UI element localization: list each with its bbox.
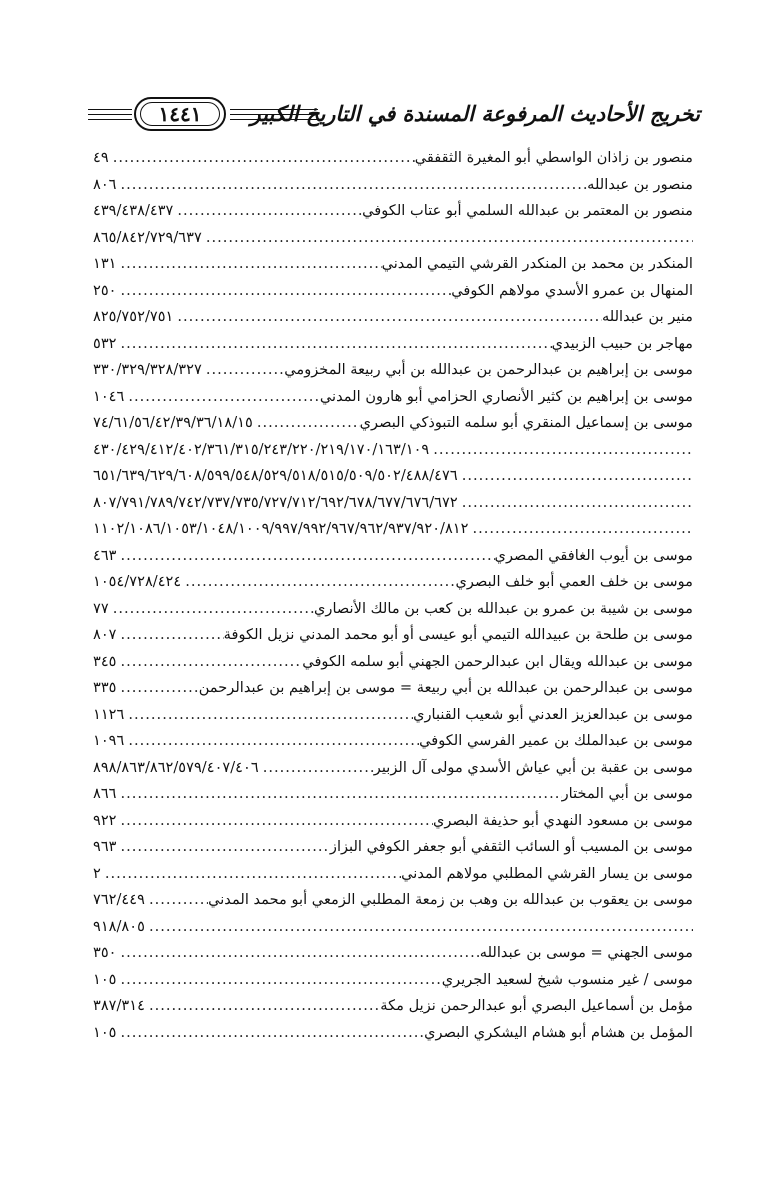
leader-dots bbox=[149, 993, 380, 1020]
index-entry bbox=[93, 278, 693, 305]
index-entry bbox=[93, 649, 693, 676]
leader-dots bbox=[105, 861, 401, 888]
entry-refs: ٨٦٦ bbox=[93, 785, 117, 802]
leader-dots bbox=[121, 543, 495, 570]
leader-dots bbox=[121, 675, 199, 702]
entry-refs: ٨٠٧/٧٩١/٧٨٩/٧٤٢/٧٣٧/٧٣٥/٧٢٧/٧١٢/٦٩٢/٦٧٨/٦٧٧/٦٧٦/٦٧٢ bbox=[93, 493, 458, 511]
header-rule bbox=[230, 114, 318, 115]
leader-dots bbox=[121, 278, 452, 305]
index-entry bbox=[93, 198, 693, 225]
entry-name: موسى / غير منسوب شيخ لسعيد الجريري bbox=[441, 970, 693, 988]
entry-refs: ٣٣٠/٣٢٩/٣٢٨/٣٢٧ bbox=[93, 361, 202, 378]
entry-refs: ١٠٥ bbox=[93, 970, 117, 988]
entry-name: موسى بن عبدالملك بن عمير الفرسي الكوفي bbox=[419, 732, 693, 749]
leader-dots bbox=[121, 251, 382, 278]
entry-refs: ١٠٩٦ bbox=[93, 732, 125, 749]
entry-refs: ٨٢٥/٧٥٢/٧٥١ bbox=[93, 308, 174, 325]
entry-refs: ١١٠٢/١٠٨٦/١٠٥٣/١٠٤٨/١٠٠٩/٩٩٧/٩٩٢/٩٦٧/٩٦٢/٩٣٧/٩٢٠/٨١٢ bbox=[93, 520, 469, 537]
index-entry bbox=[93, 728, 693, 755]
entry-refs: ١٠٥٤/٧٢٨/٤٢٤ bbox=[93, 573, 182, 590]
entry-name: موسى بن عقبة بن أبي عياش الأسدي مولى آل الزبير bbox=[373, 758, 693, 776]
leader-dots bbox=[121, 172, 588, 199]
entry-refs: ٢٥٠ bbox=[93, 281, 117, 299]
leader-dots bbox=[263, 755, 374, 782]
entry-name: موسى بن إبراهيم بن عبدالرحمن بن عبدالله بن أبي ربيعة المخزومي bbox=[284, 361, 693, 378]
leader-dots bbox=[121, 1020, 425, 1047]
entry-name: المنكدر بن محمد بن المنكدر القرشي التيمي المدني bbox=[381, 255, 693, 272]
index-entry bbox=[93, 622, 693, 649]
index-entry bbox=[93, 543, 693, 570]
running-header bbox=[88, 95, 700, 141]
entry-refs: ٧٧ bbox=[93, 599, 109, 617]
leader-dots bbox=[121, 781, 562, 808]
leader-dots bbox=[257, 410, 360, 437]
leader-dots bbox=[128, 702, 413, 729]
entry-refs: ٣٣٥ bbox=[93, 679, 117, 696]
leader-dots bbox=[462, 490, 693, 517]
leader-dots bbox=[206, 225, 693, 252]
entry-name: موسى بن يسار القرشي المطلبي مولاهم المدني bbox=[401, 864, 693, 882]
page-number: ١٤٤١ bbox=[158, 102, 202, 126]
index-entry bbox=[93, 596, 693, 623]
leader-dots bbox=[121, 940, 480, 967]
leader-dots bbox=[121, 808, 433, 835]
entry-refs: ٣٤٥ bbox=[93, 652, 117, 670]
entry-name: منصور بن عبدالله bbox=[587, 175, 693, 193]
index-entries bbox=[93, 145, 693, 1046]
header-rule bbox=[230, 109, 318, 110]
index-entry bbox=[93, 251, 693, 278]
entry-name: موسى بن عبدالعزيز العدني أبو شعيب القنباري bbox=[413, 705, 693, 723]
entry-refs: ٨٩٨/٨٦٣/٨٦٢/٥٧٩/٤٠٧/٤٠٦ bbox=[93, 758, 259, 776]
index-entry bbox=[93, 861, 693, 888]
leader-dots bbox=[121, 622, 224, 649]
index-entry bbox=[93, 808, 693, 835]
entry-name: موسى بن أيوب الغافقي المصري bbox=[494, 546, 693, 564]
entry-refs: ٤٩ bbox=[93, 149, 109, 166]
entry-refs: ٦٥١/٦٣٩/٦٢٩/٦٠٨/٥٩٩/٥٤٨/٥٢٩/٥١٨/٥١٥/٥٠٩/٥٠٢/٤٨٨/٤٧٦ bbox=[93, 467, 458, 484]
index-entry bbox=[93, 834, 693, 861]
index-entry bbox=[93, 145, 693, 172]
entry-name: موسى الجهني = موسى بن عبدالله bbox=[479, 944, 693, 961]
entry-refs: ٧٤/٦١/٥٦/٤٢/٣٩/٣٦/١٨/١٥ bbox=[93, 414, 253, 431]
entry-refs: ١٠٥ bbox=[93, 1023, 117, 1041]
leader-dots bbox=[121, 649, 303, 676]
index-entry bbox=[93, 940, 693, 967]
index-entry bbox=[93, 993, 693, 1020]
header-rule bbox=[88, 119, 132, 120]
index-entry bbox=[93, 516, 693, 543]
index-entry bbox=[93, 569, 693, 596]
entry-refs: ٤٣٠/٤٢٩/٤١٢/٤٠٢/٣٦١/٣١٥/٢٤٣/٢٢٠/٢١٩/١٧٠/١٦٣/١٠٩ bbox=[93, 440, 430, 458]
entry-refs: ٩١٨/٨٠٥ bbox=[93, 917, 145, 935]
entry-name: موسى بن المسيب أو السائب الثقفي أبو جعفر الكوفي البزاز bbox=[329, 838, 693, 855]
index-entry bbox=[93, 781, 693, 808]
entry-name: منصور بن المعتمر بن عبدالله السلمي أبو عتاب الكوفي bbox=[362, 202, 693, 219]
entry-name: موسى بن عبدالرحمن بن عبدالله بن أبي ربيعة = موسى بن إبراهيم بن عبدالرحمن bbox=[198, 679, 693, 696]
index-entry bbox=[93, 967, 693, 994]
entry-name: موسى بن إبراهيم بن كثير الأنصاري الحزامي أبو هارون المدني bbox=[319, 387, 693, 405]
index-entry bbox=[93, 331, 693, 358]
entry-name: منصور بن زاذان الواسطي أبو المغيرة الثقفقي bbox=[414, 149, 693, 166]
index-entry bbox=[93, 702, 693, 729]
entry-refs: ٩٦٣ bbox=[93, 838, 117, 855]
header-rule bbox=[88, 109, 132, 110]
entry-name: موسى بن طلحة بن عبيدالله التيمي أبو عيسى أو أبو محمد المدني نزيل الكوفة bbox=[223, 626, 693, 643]
entry-refs: ٩٢٢ bbox=[93, 811, 117, 829]
entry-refs: ٥٣٢ bbox=[93, 334, 117, 352]
entry-name: مؤمل بن أسماعيل البصري أبو عبدالرحمن نزيل مكة bbox=[380, 997, 693, 1014]
entry-refs: ٨٠٦ bbox=[93, 175, 117, 193]
header-rule bbox=[230, 119, 318, 120]
index-entry bbox=[93, 490, 693, 517]
entry-name: موسى بن عبدالله ويقال ابن عبدالرحمن الجهني أبو سلمه الكوفي bbox=[302, 652, 693, 670]
entry-refs: ٤٦٣ bbox=[93, 546, 117, 564]
leader-dots bbox=[121, 331, 552, 358]
entry-refs: ٣٥٠ bbox=[93, 944, 117, 961]
leader-dots bbox=[206, 357, 284, 384]
index-entry bbox=[93, 437, 693, 464]
leader-dots bbox=[128, 728, 419, 755]
entry-name: موسى بن مسعود النهدي أبو حذيفة البصري bbox=[432, 811, 693, 829]
entry-refs: ١٣١ bbox=[93, 255, 117, 272]
leader-dots bbox=[177, 198, 362, 225]
leader-dots bbox=[185, 569, 455, 596]
header-rule bbox=[88, 114, 132, 115]
index-entry bbox=[93, 463, 693, 490]
entry-refs: ٧٦٢/٤٤٩ bbox=[93, 891, 145, 908]
index-entry bbox=[93, 304, 693, 331]
leader-dots bbox=[121, 967, 442, 994]
leader-dots bbox=[472, 516, 693, 543]
entry-name: المؤمل بن هشام أبو هشام اليشكري البصري bbox=[424, 1023, 693, 1041]
index-entry bbox=[93, 410, 693, 437]
index-entry bbox=[93, 887, 693, 914]
entry-name: موسى بن أبي المختار bbox=[561, 785, 693, 802]
leader-dots bbox=[177, 304, 602, 331]
entry-refs: ٣٨٧/٣١٤ bbox=[93, 997, 145, 1014]
entry-name: موسى بن إسماعيل المنقري أبو سلمه التبوذكي البصري bbox=[359, 414, 693, 431]
entry-refs: ٨٠٧ bbox=[93, 626, 117, 643]
index-entry bbox=[93, 755, 693, 782]
entry-name: موسى بن يعقوب بن عبدالله بن وهب بن زمعة المطلبي الزمعي أبو محمد المدني bbox=[208, 891, 693, 908]
index-entry bbox=[93, 225, 693, 252]
entry-name: منير بن عبدالله bbox=[601, 308, 693, 325]
leader-dots bbox=[113, 145, 415, 172]
leader-dots bbox=[462, 463, 693, 490]
leader-dots bbox=[113, 596, 314, 623]
book-title: تخريج الأحاديث المرفوعة المسندة في التاريخ الكبير bbox=[250, 101, 700, 126]
page-number-badge bbox=[134, 97, 226, 131]
leader-dots bbox=[121, 834, 330, 861]
entry-refs: ١١٢٦ bbox=[93, 705, 125, 723]
entry-refs: ٨٦٥/٨٤٢/٧٢٩/٦٣٧ bbox=[93, 228, 202, 246]
entry-refs: ٢ bbox=[93, 864, 101, 882]
leader-dots bbox=[149, 914, 693, 941]
entry-name: مهاجر بن حبيب الزبيدي bbox=[551, 334, 693, 352]
entry-name: موسى بن خلف العمي أبو خلف البصري bbox=[455, 573, 693, 590]
entry-refs: ١٠٤٦ bbox=[93, 387, 125, 405]
index-entry bbox=[93, 357, 693, 384]
leader-dots bbox=[128, 384, 320, 411]
entry-name: موسى بن شيبة بن عمرو بن عبدالله بن كعب بن مالك الأنصاري bbox=[313, 599, 693, 617]
entry-name: المنهال بن عمرو الأسدي مولاهم الكوفي bbox=[451, 281, 693, 299]
index-entry bbox=[93, 172, 693, 199]
leader-dots bbox=[149, 887, 208, 914]
index-entry bbox=[93, 675, 693, 702]
index-entry bbox=[93, 1020, 693, 1047]
entry-refs: ٤٣٩/٤٣٨/٤٣٧ bbox=[93, 202, 174, 219]
index-entry bbox=[93, 914, 693, 941]
leader-dots bbox=[433, 437, 693, 464]
index-entry bbox=[93, 384, 693, 411]
